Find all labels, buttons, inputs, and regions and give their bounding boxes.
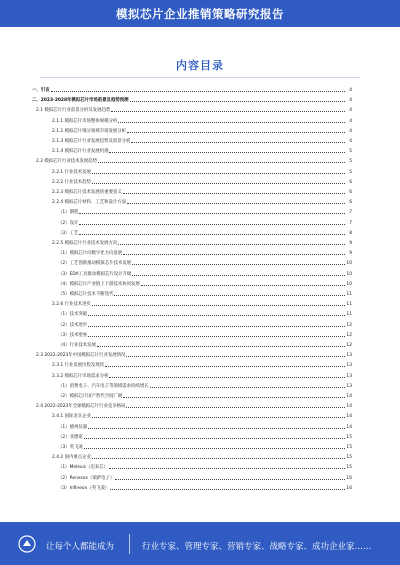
toc-entry[interactable] (58, 269, 352, 277)
toc-entry[interactable] (36, 401, 352, 409)
toc-leader-dots (92, 458, 345, 459)
report-footer (0, 522, 400, 565)
toc-entry[interactable] (52, 167, 352, 175)
toc-leader-dots (126, 356, 345, 357)
toc-entry[interactable] (58, 207, 352, 215)
toc-leader-dots (97, 346, 345, 347)
toc-entry[interactable] (58, 218, 352, 226)
toc-leader-dots (123, 397, 345, 398)
toc-entry-label: 2.1.4 模拟芯片行业发展机遇 (52, 149, 109, 155)
toc-leader-dots (92, 173, 345, 174)
toc-entry[interactable] (52, 136, 352, 144)
toc-entry-page: 10 (346, 261, 352, 267)
toc-entry[interactable] (58, 289, 352, 297)
toc-entry[interactable] (58, 483, 352, 491)
toc-entry-page: 14 (346, 414, 352, 420)
toc-entry-label: 2.1.3 模拟芯片行业发展趋势及前景分析 (52, 139, 131, 144)
toc-entry-label: （2）Renesas（瑞萨电子） (58, 475, 115, 481)
toc-leader-dots (79, 234, 345, 235)
toc-entry-page: 4 (349, 128, 352, 134)
toc-entry-label: （1）模拟芯片向数字化方向发展 (58, 251, 123, 257)
toc-entry-page: 7 (349, 210, 352, 216)
toc-leader-dots (79, 213, 345, 214)
toc-entry[interactable] (58, 309, 352, 317)
toc-entry-label: （2）工艺创新推动模拟芯片技术发展 (58, 261, 132, 267)
toc-entry-label: 2.3.2 模拟芯片市场需求分析 (52, 373, 109, 379)
toc-leader-dots (110, 489, 345, 490)
toc-entry[interactable] (58, 228, 352, 236)
toc-entry[interactable] (58, 462, 352, 470)
toc-entry[interactable] (58, 381, 352, 389)
toc-entry[interactable] (58, 248, 352, 256)
toc-entry-label: （2）模拟芯片国产替代空间广阔 (58, 394, 123, 399)
toc-entry[interactable] (58, 422, 352, 430)
toc-entry-label: 2.2.1 行业技术发展 (52, 169, 91, 175)
toc-entry-label: （4）模拟芯片产业链上下游技术协同发展 (58, 281, 140, 287)
toc-entry-label: 2.4.1 国际龙头企业 (52, 414, 91, 420)
toc-leader-dots (88, 428, 345, 429)
footer-audience: 行业专家、管理专家、营销专家、战略专家、成功企业家…… (142, 542, 372, 552)
toc-entry[interactable] (32, 85, 352, 93)
toc-entry-page: 4 (349, 118, 352, 124)
toc-entry-label: （3）技术壁垒 (58, 332, 88, 338)
toc-entry[interactable] (52, 116, 352, 124)
toc-leader-dots (150, 387, 345, 388)
toc-leader-dots (109, 152, 345, 153)
toc-entry-page: 4 (349, 98, 352, 104)
toc-leader-dots (105, 366, 345, 367)
toc-entry-label: （1）制程 (58, 210, 79, 216)
toc-entry[interactable] (52, 360, 352, 368)
toc-leader-dots (109, 377, 345, 378)
toc-entry-label: （3）Infineon（英飞凌） (58, 485, 110, 491)
toc-entry-page: 12 (346, 332, 352, 338)
toc-leader-dots (111, 111, 345, 112)
report-header (0, 0, 400, 27)
toc-leader-dots (127, 132, 345, 133)
toc-entry-label: （1）Melexis（迈来芯） (58, 465, 108, 471)
toc-entry[interactable] (36, 105, 352, 113)
toc-entry-label: （3）EDA工具推动模拟芯片设计升级 (58, 271, 132, 277)
toc-entry[interactable] (52, 299, 352, 307)
toc-entry[interactable] (58, 279, 352, 287)
toc-entry-page: 5 (349, 159, 352, 165)
toc-entry-page: 15 (346, 434, 352, 440)
toc-leader-dots (51, 91, 345, 92)
toc-entry-page: 14 (346, 404, 352, 410)
toc-entry-label: 2.2.3 模拟芯片技术发展的重要意义 (52, 190, 122, 195)
toc-leader-dots (114, 295, 345, 296)
toc-entry[interactable] (52, 146, 352, 154)
toc-heading: 内容目录 (176, 59, 224, 72)
toc-entry-label: （2）亚德诺 (58, 434, 83, 440)
toc-entry-page: 7 (349, 220, 352, 226)
toc-leader-dots (141, 285, 345, 286)
toc-entry[interactable] (58, 330, 352, 338)
toc-entry-label: （2）技术进步 (58, 322, 88, 328)
toc-entry-label: 二、2023-2028年模拟芯片市场前景及趋势预测 (32, 98, 129, 104)
toc-entry[interactable] (52, 187, 352, 195)
toc-entry-page: 9 (349, 251, 352, 257)
toc-entry-page: 12 (346, 322, 352, 328)
toc-entry[interactable] (52, 452, 352, 460)
toc-entry-page: 6 (349, 200, 352, 206)
toc-entry-page: 10 (346, 271, 352, 277)
toc-entry[interactable] (52, 371, 352, 379)
toc-leader-dots (123, 193, 345, 194)
toc-entry-label: 2.2.5 模拟芯片行业技术发展方向 (52, 241, 118, 246)
toc-entry-page: 6 (349, 179, 352, 185)
toc-entry-label: 2.2 模拟芯片行业技术发展趋势 (36, 159, 98, 165)
toc-leader-dots (115, 479, 345, 480)
toc-entry-page: 4 (349, 108, 352, 114)
toc-entry-page: 14 (346, 424, 352, 430)
toc-entry[interactable] (58, 432, 352, 440)
toc-entry-page: 5 (349, 169, 352, 175)
toc-entry[interactable] (52, 197, 352, 205)
toc-leader-dots (132, 275, 345, 276)
toc-leader-dots (118, 122, 345, 123)
toc-entry-label: （5）模拟芯片技术不断迭代 (58, 292, 114, 297)
toc-heading-rule (40, 77, 360, 78)
brand-logo-icon (18, 535, 36, 553)
toc-entry-label: （1）技术突破 (58, 312, 88, 318)
toc-entry[interactable] (52, 411, 352, 419)
toc-entry[interactable] (58, 442, 352, 450)
toc-entry[interactable] (58, 340, 352, 348)
toc-entry-label: 2.3 2022-2023年中国模拟芯片行业发展情况 (36, 353, 126, 359)
toc-entry-page: 15 (346, 455, 352, 461)
toc-entry-label: 2.4.2 国内重点企业 (52, 455, 91, 461)
toc-entry-page: 4 (349, 139, 352, 144)
toc-leader-dots (109, 468, 345, 469)
toc-entry-page: 14 (346, 394, 352, 399)
toc-entry[interactable] (58, 473, 352, 481)
toc-entry[interactable] (52, 238, 352, 246)
toc-entry-page: 13 (346, 383, 352, 389)
toc-entry-page: 11 (346, 302, 352, 308)
toc-leader-dots (84, 448, 345, 449)
toc-leader-dots (92, 305, 345, 306)
toc-entry[interactable] (58, 258, 352, 266)
toc-entry-page: 13 (346, 363, 352, 369)
toc-entry-label: 一、引言 (32, 88, 50, 93)
toc-leader-dots (118, 244, 345, 245)
toc-leader-dots (88, 336, 345, 337)
toc-entry-label: 2.2.2 行业技术趋势 (52, 179, 91, 185)
toc-entry-page: 13 (346, 373, 352, 379)
toc-leader-dots (131, 142, 345, 143)
toc-leader-dots (127, 203, 345, 204)
footer-divider (129, 534, 130, 554)
footer-slogan: 让每个人都能成为 (46, 542, 115, 552)
toc-leader-dots (130, 101, 345, 102)
toc-entry[interactable] (36, 350, 352, 358)
toc-entry-page: 15 (346, 465, 352, 471)
toc-entry-label: 2.2.4 模拟芯片材料、工艺和设计方面 (52, 200, 127, 206)
toc-entry-page: 16 (346, 485, 352, 491)
toc-leader-dots (88, 315, 345, 316)
toc-entry-label: 2.3.1 行业发展历程及现状 (52, 363, 105, 369)
toc-leader-dots (92, 417, 345, 418)
toc-entry-page: 11 (346, 292, 352, 297)
toc-entry-page: 12 (346, 343, 352, 348)
toc-entry-label: （2）设计 (58, 220, 79, 226)
toc-entry-page: 10 (346, 281, 352, 287)
toc-entry-label: 2.1.1 模拟芯片市场整体规模分析 (52, 118, 118, 124)
toc-entry-page: 13 (346, 353, 352, 359)
toc-leader-dots (126, 407, 345, 408)
toc-entry-label: 2.2.6 行业技术进步 (52, 302, 91, 308)
toc-entry-label: （1）德州仪器 (58, 424, 88, 430)
toc-leader-dots (98, 162, 345, 163)
toc-entry-label: （4）行业技术发展 (58, 343, 96, 348)
toc-leader-dots (88, 326, 345, 327)
toc-leader-dots (79, 224, 345, 225)
toc-entry-page: 15 (346, 445, 352, 450)
toc-entry[interactable] (58, 391, 352, 399)
toc-leader-dots (132, 264, 345, 265)
toc-entry[interactable] (58, 320, 352, 328)
toc-entry-label: （3）工艺 (58, 230, 79, 236)
toc-entry-label: （1）消费电子、汽车电子等领域需求持续增长 (58, 383, 149, 389)
toc-leader-dots (92, 183, 345, 184)
toc-entry-page: 6 (349, 190, 352, 195)
toc-leader-dots (84, 438, 345, 439)
toc-entry-label: 2.1.2 模拟芯片细分领域市场发展分析 (52, 128, 127, 134)
toc-entry-page: 16 (346, 475, 352, 481)
toc-entry-label: 2.1 模拟芯片行业前景分析及发展趋势 (36, 108, 111, 114)
toc-entry-page: 11 (346, 312, 352, 318)
toc-entry-page: 5 (349, 149, 352, 155)
toc-leader-dots (123, 254, 345, 255)
toc-entry-page: 9 (349, 241, 352, 246)
toc-entry[interactable] (36, 156, 352, 164)
toc-entry-page: 8 (349, 230, 352, 236)
toc-entry-page: 4 (349, 88, 352, 93)
toc-entry-label: 2.4 2022-2023年全球模拟芯片行业竞争格局 (36, 404, 126, 410)
toc-entry[interactable] (52, 177, 352, 185)
report-title: 模拟芯片企业推销策略研究报告 (116, 7, 284, 21)
toc-entry[interactable] (52, 126, 352, 134)
toc-entry[interactable] (32, 95, 352, 103)
toc-entry-label: （3）英飞凌 (58, 445, 83, 450)
